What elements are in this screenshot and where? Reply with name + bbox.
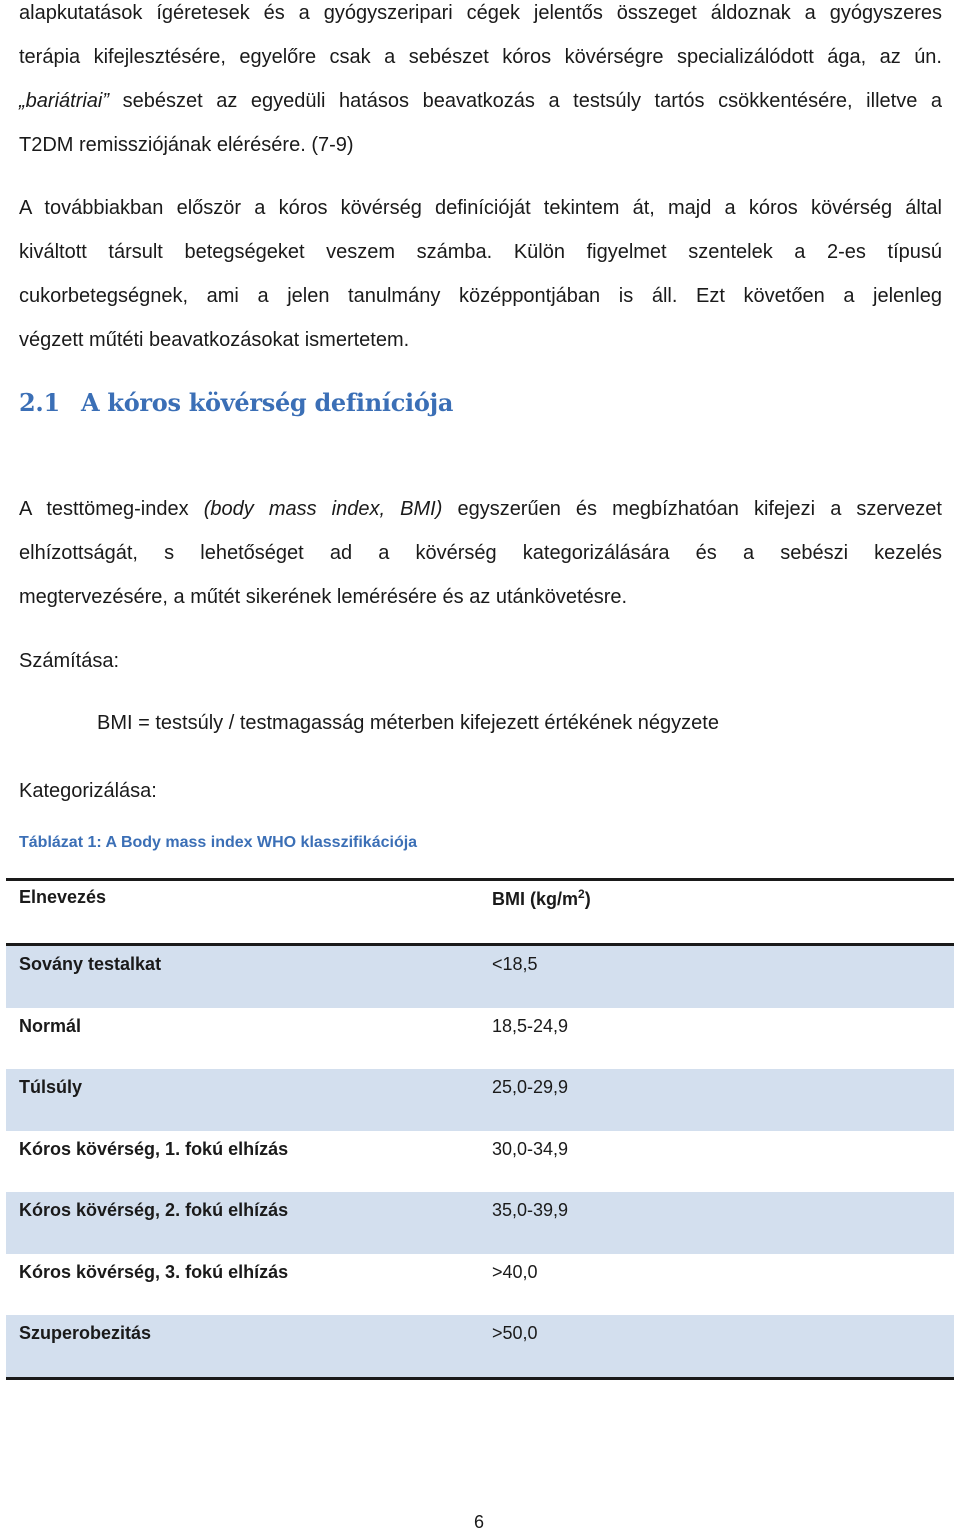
row-name: Kóros kövérség, 3. fokú elhízás — [19, 1261, 289, 1282]
text-line: végzett műtéti beavatkozásokat ismertetem. — [19, 329, 410, 351]
header-name: Elnevezés — [19, 887, 107, 907]
calculation-label: Számítása: — [19, 650, 120, 672]
categorization-label: Kategorizálása: — [19, 780, 157, 802]
row-name: Kóros kövérség, 2. fokú elhízás — [19, 1200, 289, 1220]
row-bmi: <18,5 — [492, 954, 538, 974]
header-bmi-end: ) — [584, 889, 591, 909]
table-row — [6, 1069, 954, 1131]
text-line: alapkutatások ígéretesek és a gyógyszeripari cégek jelentős összeget áldoznak a gyógyszeres — [19, 2, 942, 24]
table-row — [6, 1008, 954, 1070]
text-line: A továbbiakban először a kóros kövérség definícióját tekintem át, majd a kóros kövérség által — [19, 197, 942, 219]
table-row — [6, 1254, 954, 1316]
text-line: terápia kifejlesztésére, egyelőre csak a sebészet kóros kövérségre specializálódott ága, az ún. — [19, 46, 942, 68]
table-row — [6, 1131, 954, 1193]
bmi-paragraph — [19, 487, 942, 619]
row-bmi: 30,0-34,9 — [492, 1138, 569, 1159]
text-line: megtervezésére, a műtét sikerének lemérésére és az utánkövetésre. — [19, 586, 628, 608]
section-heading — [19, 388, 453, 417]
text-fragment: sebészet az egyedüli hatásos beavatkozás a testsúly tartós csökkentésére, illetve a — [122, 90, 943, 112]
text-line — [19, 487, 942, 531]
italic-term: (body mass index, BMI) — [203, 498, 443, 520]
text-fragment: egyszerűen és megbízhatóan kifejezi a szervezet — [442, 498, 942, 520]
text-line: cukorbetegségnek, ami a jelen tanulmány középpontjában is áll. Ezt követően a jelenleg — [19, 285, 942, 307]
section-number: 2.1 — [19, 388, 60, 417]
text-line: elhízottságát, s lehetőséget ad a kövérség kategorizálására és a sebészi kezelés — [19, 542, 942, 564]
header-bmi — [492, 887, 591, 910]
table-row — [6, 1192, 954, 1254]
overview-paragraph — [19, 186, 942, 362]
row-bmi: >50,0 — [492, 1323, 538, 1343]
row-bmi: 25,0-29,9 — [492, 1077, 569, 1097]
header-bmi-sup: 2 — [578, 887, 585, 901]
text-fragment: A testtömeg-index — [19, 498, 204, 520]
page-number: 6 — [474, 1512, 485, 1532]
row-name: Túlsúly — [19, 1077, 83, 1097]
table-row — [6, 946, 954, 1008]
row-bmi: >40,0 — [492, 1261, 538, 1282]
table-header — [6, 881, 954, 946]
row-bmi: 18,5-24,9 — [492, 1015, 569, 1036]
bariatric-term: „bariátriai” — [19, 90, 110, 112]
bmi-formula: BMI = testsúly / testmagasság méterben kifejezett értékének négyzete — [97, 712, 719, 734]
bmi-table — [6, 878, 954, 1380]
section-title: A kóros kövérség definíciója — [81, 388, 454, 417]
table-caption: Táblázat 1: A Body mass index WHO klasszifikációja — [19, 834, 418, 851]
row-name: Normál — [19, 1015, 82, 1036]
table-row — [6, 1315, 954, 1377]
row-name: Sovány testalkat — [19, 954, 162, 974]
text-line: T2DM remissziójának elérésére. (7-9) — [19, 134, 354, 156]
intro-paragraph — [19, 0, 942, 167]
row-name: Kóros kövérség, 1. fokú elhízás — [19, 1138, 289, 1159]
text-line — [19, 79, 942, 123]
text-line: kiváltott társult betegségeket veszem számba. Külön figyelmet szentelek a 2-es típusú — [19, 241, 942, 263]
header-bmi-text: BMI (kg/m — [492, 889, 579, 909]
row-bmi: 35,0-39,9 — [492, 1200, 569, 1220]
row-name: Szuperobezitás — [19, 1323, 152, 1343]
